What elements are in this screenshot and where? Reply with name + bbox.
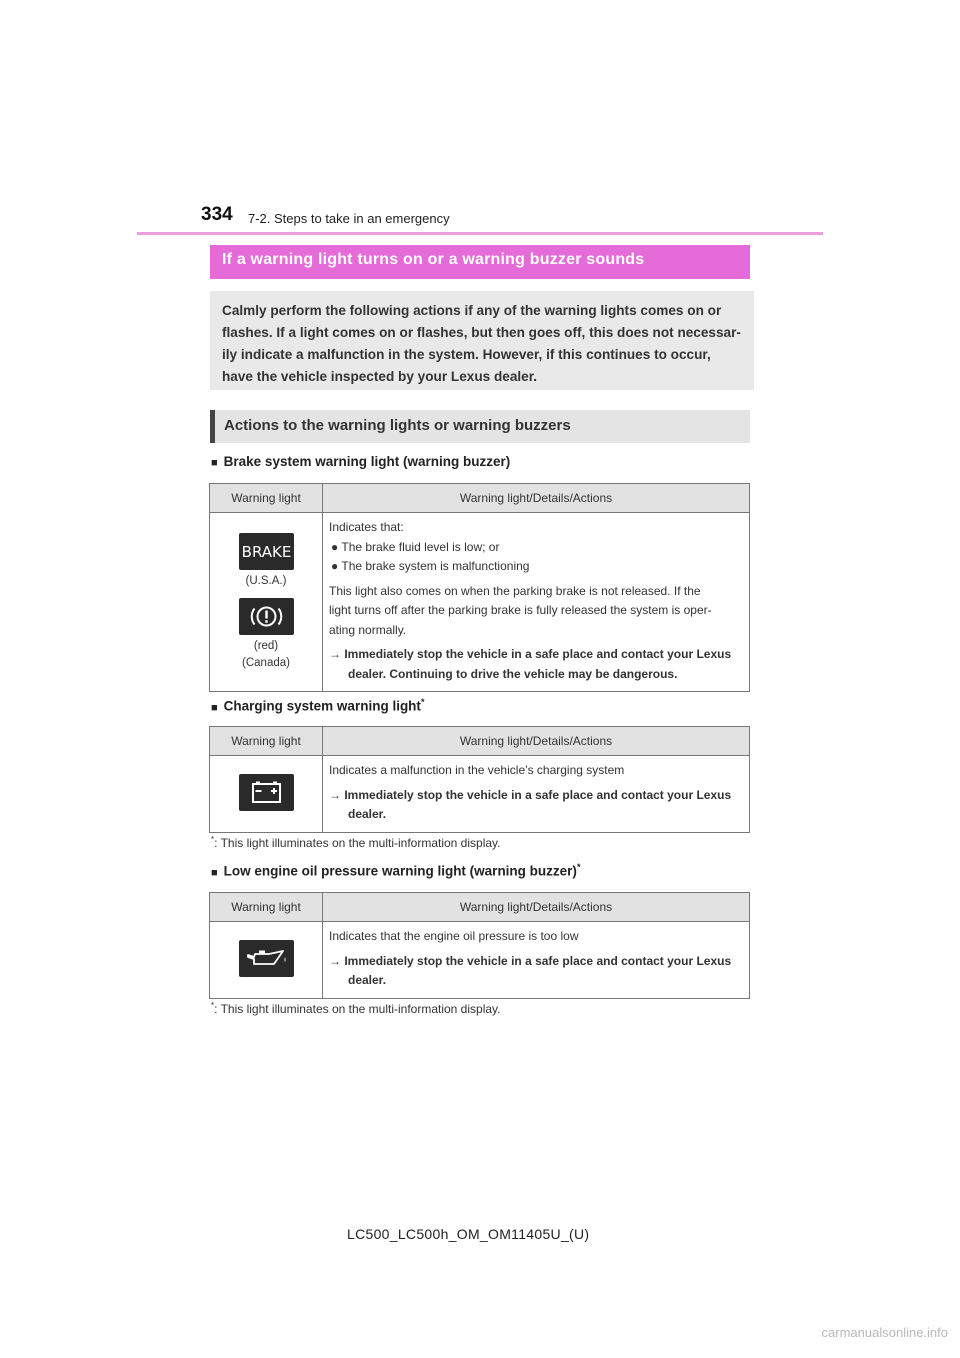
square-bullet-icon: ■ xyxy=(211,701,218,714)
footnote-mark: * xyxy=(211,1001,215,1010)
oil-action xyxy=(329,952,743,991)
charging-warning-table xyxy=(209,726,750,833)
arrow-icon: → xyxy=(329,647,341,661)
caption-usa: (U.S.A.) xyxy=(245,574,287,587)
para-line: light turns off after the parking brake is fully released the system is oper- xyxy=(329,603,712,617)
intro-line: have the vehicle inspected by your Lexus dealer. xyxy=(222,369,538,384)
intro-line: ily indicate a malfunction in the system. However, if this continues to occur, xyxy=(222,347,711,362)
bullet-text: The brake fluid level is low; or xyxy=(341,539,500,554)
warning-section-banner xyxy=(210,245,750,279)
page-number: 334 xyxy=(201,204,233,225)
circle-exclamation-icon xyxy=(239,598,294,635)
oil-details: Indicates that the engine oil pressure is too low xyxy=(329,929,579,943)
oil-details-cell xyxy=(323,922,750,999)
oil-heading-text: Low engine oil pressure warning light (warning buzzer) xyxy=(223,863,577,879)
brake-indicates: Indicates that: xyxy=(329,520,404,534)
brake-heading xyxy=(211,454,510,469)
square-bullet-icon: ■ xyxy=(211,866,218,879)
col-header-details: Warning light/Details/Actions xyxy=(323,727,750,756)
section-title: 7-2. Steps to take in an emergency xyxy=(248,211,450,226)
col-header-details: Warning light/Details/Actions xyxy=(323,893,750,922)
action-line: dealer. xyxy=(348,807,387,821)
caption-red: (red) xyxy=(253,639,279,652)
oil-can-icon xyxy=(239,940,294,977)
action-line: Immediately stop the vehicle in a safe place and contact your Lexus xyxy=(344,647,732,661)
action-line: dealer. Continuing to drive the vehicle may be dangerous. xyxy=(348,666,678,681)
dot-bullet-icon: ● xyxy=(331,539,339,554)
bullet-text: The brake system is malfunctioning xyxy=(341,559,530,573)
charging-heading xyxy=(211,697,424,714)
arrow-icon: → xyxy=(329,953,341,968)
brake-details-cell xyxy=(323,513,750,692)
col-header-warning-light: Warning light xyxy=(210,484,323,513)
col-header-warning-light: Warning light xyxy=(210,893,323,922)
sub-banner-title: Actions to the warning lights or warning buzzers xyxy=(224,417,571,434)
oil-warning-table xyxy=(209,892,750,999)
brake-icon-label: BRAKE xyxy=(241,542,291,561)
banner-title: If a warning light turns on or a warning buzzer sounds xyxy=(222,251,645,268)
oil-footnote xyxy=(211,1001,500,1016)
watermark: carmanualsonline.info xyxy=(821,1325,948,1340)
charging-details: Indicates a malfunction in the vehicle’s charging system xyxy=(329,763,625,777)
dot-bullet-icon: ● xyxy=(331,559,339,573)
footnote-text: : This light illuminates on the multi-information display. xyxy=(214,836,501,850)
charging-icon-cell xyxy=(210,756,323,833)
brake-bullet-1 xyxy=(329,538,743,558)
oil-heading xyxy=(211,862,580,879)
actions-sub-banner xyxy=(210,410,750,443)
brake-heading-text: Brake system warning light (warning buzzer) xyxy=(223,454,511,469)
brake-text-icon xyxy=(239,533,294,570)
arrow-icon: → xyxy=(329,787,341,802)
action-line: Immediately stop the vehicle in a safe place and contact your Lexus xyxy=(344,953,732,968)
header-rule xyxy=(137,232,823,235)
battery-icon xyxy=(239,774,294,811)
para-line: ating normally. xyxy=(329,622,407,637)
document-code: LC500_LC500h_OM_OM11405U_(U) xyxy=(347,1226,590,1242)
brake-icon-cell xyxy=(210,513,323,692)
square-bullet-icon: ■ xyxy=(211,457,218,469)
brake-action xyxy=(329,645,743,684)
charging-details-cell xyxy=(323,756,750,833)
brake-bullet-2 xyxy=(329,557,743,577)
intro-line: Calmly perform the following actions if any of the warning lights comes on or xyxy=(222,303,722,318)
intro-box xyxy=(210,291,754,390)
footnote-mark: * xyxy=(211,835,215,844)
action-line: dealer. xyxy=(348,973,387,987)
charging-footnote xyxy=(211,835,500,850)
action-line: Immediately stop the vehicle in a safe place and contact your Lexus xyxy=(344,787,732,802)
intro-line: flashes. If a light comes on or flashes, but then goes off, this does not necessar- xyxy=(222,325,741,340)
col-header-details: Warning light/Details/Actions xyxy=(323,484,750,513)
para-line: This light also comes on when the parking brake is not released. If the xyxy=(329,583,701,598)
footnote-marker: * xyxy=(576,862,581,872)
oil-icon-cell xyxy=(210,922,323,999)
brake-paragraph xyxy=(329,582,743,641)
col-header-warning-light: Warning light xyxy=(210,727,323,756)
charging-heading-text: Charging system warning light xyxy=(223,698,421,714)
footnote-text: : This light illuminates on the multi-information display. xyxy=(214,1002,501,1016)
caption-canada: (Canada) xyxy=(242,656,290,669)
brake-warning-table xyxy=(209,483,750,692)
charging-action xyxy=(329,786,743,825)
footnote-marker: * xyxy=(420,697,425,707)
